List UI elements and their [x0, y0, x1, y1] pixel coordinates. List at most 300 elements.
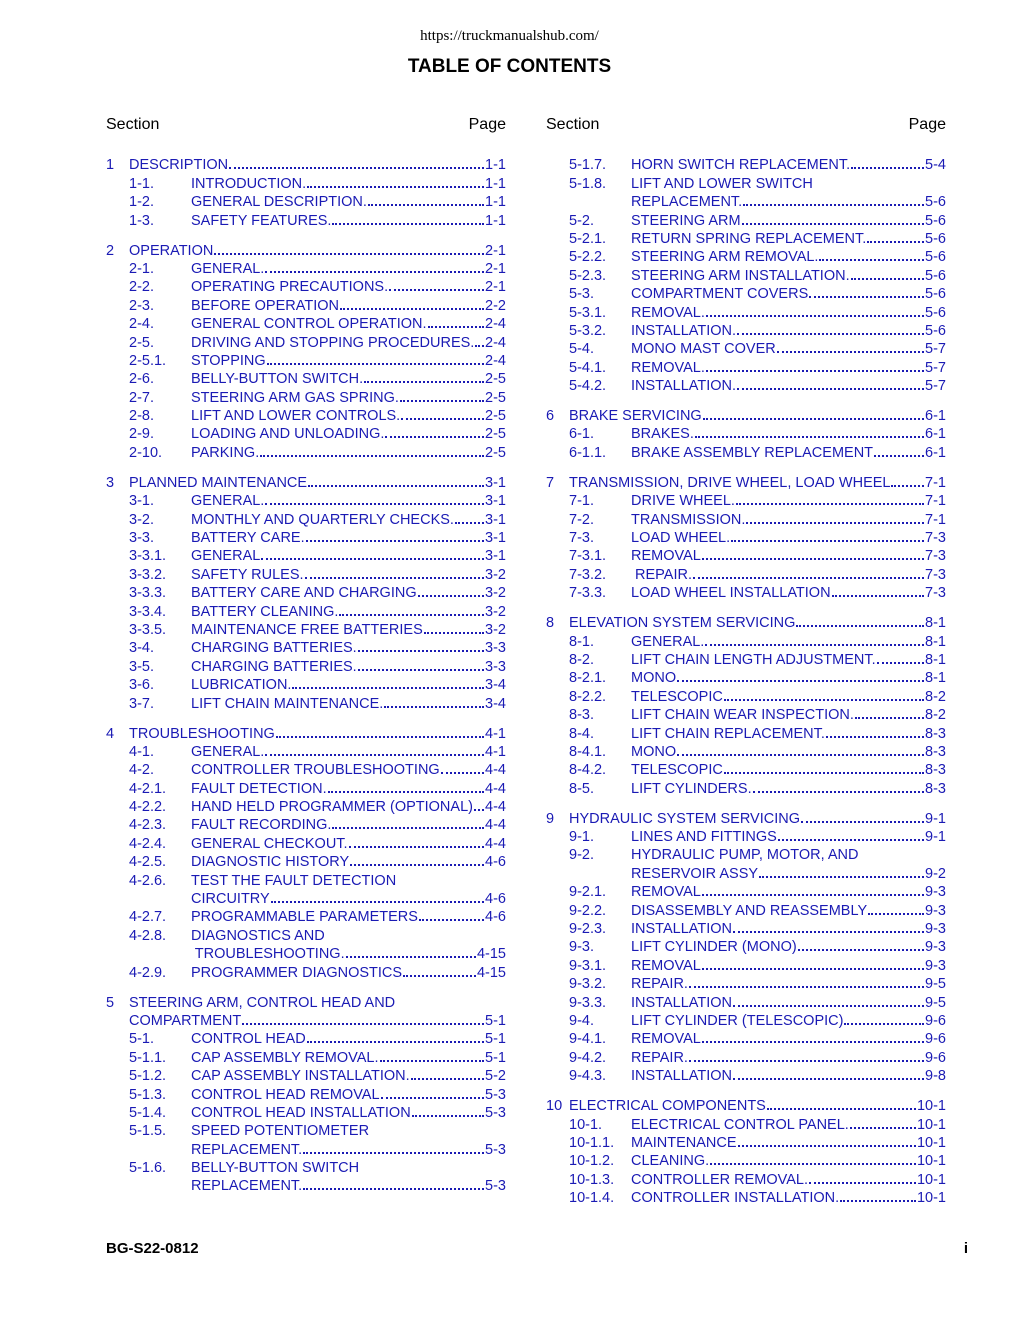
toc-entry-number: 4-2.1. [129, 780, 167, 797]
page-heading: Page [468, 116, 506, 133]
toc-entry-title: PROGRAMMABLE PARAMETERS [191, 909, 418, 926]
toc-column-left [106, 116, 506, 1194]
page-number: i [963, 1240, 968, 1257]
toc-entry-title: HYDRAULIC PUMP, MOTOR, AND [631, 847, 859, 864]
dot-leader [809, 296, 924, 298]
toc-entry[interactable] [546, 284, 946, 302]
toc-entry[interactable] [546, 1096, 946, 1114]
toc-entry[interactable] [106, 907, 506, 925]
toc-entry-title: OPERATION [129, 242, 214, 259]
toc-entry-title: LIFT CYLINDERS. [631, 780, 752, 797]
toc-entry[interactable] [546, 845, 946, 863]
toc-entry-page: 4-15 [476, 964, 506, 981]
toc-entry[interactable] [106, 528, 506, 546]
dot-leader [306, 540, 484, 542]
toc-entry-page: 10-1 [916, 1190, 946, 1207]
dot-leader [424, 632, 484, 634]
toc-entry[interactable] [546, 808, 946, 826]
toc-entry-number: 10-1. [569, 1116, 603, 1133]
dot-leader [851, 278, 924, 280]
dot-leader [742, 223, 924, 225]
toc-entry[interactable] [546, 686, 946, 704]
toc-entry-number: 5-1.7. [569, 157, 607, 174]
toc-entry[interactable] [546, 546, 946, 564]
dot-leader [261, 558, 484, 560]
dot-leader [809, 1182, 916, 1184]
toc-entry[interactable] [546, 955, 946, 973]
toc-entry-page: 5-6 [925, 230, 946, 247]
toc-entry-title: REPAIR. [631, 1049, 688, 1066]
toc-entry-page: 8-1 [925, 615, 946, 632]
toc-entry-title: FAULT DETECTION. [191, 780, 327, 797]
toc-entry[interactable] [106, 491, 506, 509]
toc-entry-number: 3-3.1. [129, 548, 167, 565]
toc-entry[interactable] [546, 247, 946, 265]
toc-entry[interactable] [546, 321, 946, 339]
toc-entry[interactable] [546, 265, 946, 283]
toc-entry[interactable] [546, 173, 946, 191]
toc-entry-page: 8-3 [925, 743, 946, 760]
toc-entry-number: 5-1.5. [129, 1123, 167, 1140]
toc-groups-left [106, 155, 506, 1194]
toc-entry[interactable] [106, 406, 506, 424]
toc-entry-page: 3-2 [485, 566, 506, 583]
dot-leader [358, 650, 484, 652]
toc-entry-number: 4-2.5. [129, 854, 167, 871]
dot-leader [265, 503, 484, 505]
toc-entry[interactable] [546, 1047, 946, 1065]
toc-entry-number: 3-5. [129, 658, 154, 675]
toc-entry[interactable] [546, 229, 946, 247]
toc-entry[interactable] [546, 155, 946, 173]
toc-entry-page: 5-7 [925, 341, 946, 358]
toc-entry-number: 8 [546, 615, 555, 632]
toc-entry[interactable] [106, 992, 506, 1010]
toc-entry[interactable] [546, 1011, 946, 1029]
toc-entry[interactable] [106, 1158, 506, 1176]
toc-entry-number: 4 [106, 725, 115, 742]
toc-entry-page: 6-1 [925, 408, 946, 425]
toc-entry-page: 3-1 [485, 548, 506, 565]
dot-leader [350, 864, 484, 866]
toc-entry-number: 10 [546, 1098, 563, 1115]
toc-entry-page: 2-4 [485, 316, 506, 333]
toc-column-right [546, 116, 946, 1206]
toc-entry-number: 2-5. [129, 334, 154, 351]
toc-entry[interactable] [546, 992, 946, 1010]
toc-entry-page: 1-1 [485, 212, 506, 229]
dot-leader [706, 370, 924, 372]
dot-leader [271, 901, 484, 903]
toc-entry-page: 1-1 [485, 194, 506, 211]
toc-entry-number: 5-1. [129, 1031, 154, 1048]
toc-entry-page: 3-1 [485, 530, 506, 546]
toc-entry[interactable] [106, 870, 506, 888]
toc-entry-number: 10-1.3. [569, 1171, 615, 1188]
dot-leader [332, 827, 484, 829]
toc-entry-number: 3-6. [129, 677, 154, 694]
toc-entry-title: BRAKE ASSEMBLY REPLACEMENT [631, 444, 874, 461]
toc-entry[interactable] [106, 1103, 506, 1121]
toc-entry-number: 2-9. [129, 426, 154, 443]
dot-leader [702, 894, 924, 896]
dot-leader [844, 1023, 924, 1025]
dot-leader [400, 400, 484, 402]
dot-leader [733, 931, 924, 933]
dot-leader [303, 1188, 484, 1190]
toc-entry-title: LIFT CYLINDER (MONO) [631, 939, 797, 956]
dot-leader [242, 1023, 484, 1025]
dot-leader [868, 913, 924, 915]
toc-entry-title: STEERING ARM REMOVAL. [631, 249, 819, 266]
toc-entry[interactable] [546, 376, 946, 394]
toc-entry[interactable] [106, 387, 506, 405]
toc-entry-page: 3-1 [485, 511, 506, 528]
toc-entry-title: RETURN SPRING REPLACEMENT. [631, 230, 867, 247]
section-heading: Section [546, 116, 600, 133]
toc-entry-page: 7-3 [925, 530, 946, 546]
dot-leader [403, 975, 476, 977]
toc-entry[interactable] [546, 863, 946, 881]
toc-entry-number: 1-1. [129, 175, 154, 192]
toc-entry-number: 10-1.4. [569, 1190, 615, 1207]
toc-entry-title: RESERVOIR ASSY [631, 865, 759, 882]
toc-entry-number: 7-3.1. [569, 548, 607, 565]
toc-entry-page: 8-3 [925, 780, 946, 797]
toc-entry[interactable] [546, 705, 946, 723]
toc-entry[interactable] [106, 155, 506, 173]
toc-entry[interactable] [106, 1047, 506, 1065]
dot-leader [441, 772, 484, 774]
toc-section-group [546, 155, 946, 394]
toc-entry[interactable] [546, 210, 946, 228]
toc-entry-number: 9-2. [569, 847, 594, 864]
toc-entry[interactable] [546, 424, 946, 442]
toc-entry[interactable] [546, 723, 946, 741]
toc-entry-number: 4-2.8. [129, 927, 167, 944]
toc-entry[interactable] [106, 601, 506, 619]
toc-entry-page: 4-4 [485, 780, 506, 797]
toc-entry-page: 3-2 [485, 585, 506, 602]
toc-entry[interactable] [106, 833, 506, 851]
toc-entry[interactable] [546, 778, 946, 796]
toc-entry[interactable] [546, 442, 946, 460]
toc-entry[interactable] [546, 668, 946, 686]
toc-entry-title: HYDRAULIC SYSTEM SERVICING [569, 810, 800, 827]
toc-entry[interactable] [106, 424, 506, 442]
toc-entry[interactable] [106, 925, 506, 943]
toc-entry-page: 9-5 [925, 976, 946, 993]
page-heading: Page [908, 116, 946, 133]
toc-entry[interactable] [106, 472, 506, 490]
toc-entry-title: PLANNED MAINTENANCE [129, 474, 308, 491]
toc-entry[interactable] [546, 564, 946, 582]
toc-entry[interactable] [106, 656, 506, 674]
dot-leader [695, 436, 924, 438]
toc-entry-page: 10-1 [916, 1134, 946, 1151]
toc-entry[interactable] [546, 406, 946, 424]
toc-section-group [546, 472, 946, 601]
toc-entry-title: CONTROLLER REMOVAL. [631, 1171, 808, 1188]
toc-entry[interactable] [546, 192, 946, 210]
source-url: https://truckmanualshub.com/ [420, 28, 599, 44]
dot-leader [419, 919, 484, 921]
toc-entry-number: 8-3. [569, 707, 594, 724]
toc-entry[interactable] [106, 1066, 506, 1084]
toc-entry[interactable] [546, 1114, 946, 1132]
toc-entry-title: STEERING ARM GAS SPRING. [191, 389, 399, 406]
toc-entry[interactable] [546, 760, 946, 778]
toc-entry-number: 4-2.6. [129, 872, 167, 889]
toc-entry-number: 4-2.9. [129, 964, 167, 981]
toc-entry-number: 4-2.3. [129, 817, 167, 834]
toc-entry-page: 9-3 [925, 902, 946, 919]
toc-entry[interactable] [546, 827, 946, 845]
toc-entry-number: 9-3. [569, 939, 594, 956]
toc-entry[interactable] [106, 314, 506, 332]
toc-entry[interactable] [546, 1151, 946, 1169]
toc-entry-page: 10-1 [916, 1098, 946, 1115]
toc-entry-page: 3-3 [485, 658, 506, 675]
toc-entry-page: 5-3 [485, 1086, 506, 1103]
toc-entry[interactable] [106, 173, 506, 191]
toc-entry[interactable] [546, 339, 946, 357]
toc-entry-page: 2-2 [485, 297, 506, 314]
toc-entry[interactable] [546, 919, 946, 937]
toc-entry-title: PARKING. [191, 444, 260, 461]
toc-entry[interactable] [546, 357, 946, 375]
toc-entry-title: LOAD WHEEL INSTALLATION [631, 585, 831, 602]
toc-entry-page: 5-6 [925, 286, 946, 303]
dot-leader [702, 558, 924, 560]
toc-entry-page: 5-7 [925, 359, 946, 376]
toc-entry[interactable] [106, 240, 506, 258]
toc-entry[interactable] [546, 1169, 946, 1187]
dot-leader [475, 345, 484, 347]
toc-entry[interactable] [546, 1188, 946, 1206]
toc-entry-title: DRIVE WHEEL. [631, 493, 735, 510]
toc-entry-title: GENERAL. [191, 493, 265, 510]
dot-leader [455, 522, 484, 524]
toc-entry[interactable] [546, 882, 946, 900]
toc-entry-number: 8-5. [569, 780, 594, 797]
toc-entry-number: 5-3.1. [569, 304, 607, 321]
toc-entry-number: 2-2. [129, 279, 154, 296]
dot-leader [777, 351, 924, 353]
dot-leader [380, 1060, 485, 1062]
toc-entry[interactable] [546, 583, 946, 601]
toc-entry[interactable] [106, 778, 506, 796]
toc-entry-title: BATTERY CARE AND CHARGING [191, 585, 417, 602]
toc-entry[interactable] [546, 742, 946, 760]
toc-entry-title: REMOVAL [631, 548, 701, 565]
toc-entry-number: 5-2.3. [569, 267, 607, 284]
toc-entry[interactable] [106, 442, 506, 460]
toc-entry-page: 3-4 [485, 677, 506, 694]
toc-section-group [106, 240, 506, 461]
toc-entry[interactable] [106, 351, 506, 369]
toc-entry-title: REMOVAL [631, 957, 701, 974]
toc-entry-page: 5-1 [485, 1049, 506, 1066]
toc-entry-page: 2-1 [485, 279, 506, 296]
toc-entry-page: 2-5 [485, 444, 506, 461]
toc-entry[interactable] [546, 1133, 946, 1151]
dot-leader [349, 846, 484, 848]
toc-entry[interactable] [106, 1139, 506, 1157]
toc-entry-title: STOPPING [191, 352, 266, 369]
toc-entry-title: TRANSMISSION. [631, 511, 746, 528]
toc-entry[interactable] [106, 546, 506, 564]
toc-entry-title: CHARGING BATTERIES. [191, 640, 357, 657]
toc-entry[interactable] [546, 974, 946, 992]
toc-entry[interactable] [546, 613, 946, 631]
toc-entry-number: 3-3.5. [129, 621, 167, 638]
dot-leader [292, 687, 484, 689]
toc-entry[interactable] [106, 583, 506, 601]
toc-entry-title: GENERAL [191, 548, 261, 565]
page-title: TABLE OF CONTENTS [407, 56, 612, 77]
toc-entry-page: 1-1 [485, 175, 506, 192]
toc-entry[interactable] [106, 295, 506, 313]
toc-entry[interactable] [106, 693, 506, 711]
toc-entry[interactable] [106, 852, 506, 870]
toc-entry-number: 7-3. [569, 530, 594, 546]
toc-entry[interactable] [106, 620, 506, 638]
dot-leader [474, 809, 484, 811]
toc-entry-number: 1-2. [129, 194, 154, 211]
toc-entry-title: LIFT CHAIN WEAR INSPECTION. [631, 707, 854, 724]
toc-entry-page: 4-15 [476, 946, 506, 963]
toc-entry[interactable] [546, 472, 946, 490]
toc-entry[interactable] [546, 631, 946, 649]
toc-entry-page: 4-6 [485, 891, 506, 908]
toc-entry-title: LIFT AND LOWER SWITCH [631, 175, 813, 192]
toc-entry[interactable] [106, 760, 506, 778]
toc-groups-right [546, 155, 946, 1206]
toc-entry-page: 9-3 [925, 939, 946, 956]
toc-entry[interactable] [106, 259, 506, 277]
toc-entry-number: 8-4.1. [569, 743, 607, 760]
toc-entry-page: 4-4 [485, 835, 506, 852]
toc-entry-page: 3-2 [485, 621, 506, 638]
toc-entry-title: TROUBLESHOOTING. [191, 946, 345, 963]
toc-entry-page: 8-3 [925, 762, 946, 779]
toc-entry-number: 3-3. [129, 530, 154, 546]
dot-leader [743, 204, 924, 206]
toc-entry-page: 6-1 [925, 426, 946, 443]
dot-leader [689, 1060, 924, 1062]
toc-entry[interactable] [106, 1121, 506, 1139]
dot-leader [381, 1097, 485, 1099]
dot-leader [346, 956, 476, 958]
toc-entry-page: 5-4 [925, 157, 946, 174]
toc-entry-number: 7-2. [569, 511, 594, 528]
toc-entry-page: 8-2 [925, 707, 946, 724]
toc-entry-number: 7-3.2. [569, 566, 607, 583]
toc-entry-title: DESCRIPTION [129, 157, 229, 174]
toc-entry-page: 7-3 [925, 585, 946, 602]
dot-leader [855, 717, 924, 719]
toc-entry[interactable] [106, 210, 506, 228]
toc-entry-page: 9-6 [925, 1031, 946, 1048]
toc-entry[interactable] [106, 675, 506, 693]
toc-entry[interactable] [106, 564, 506, 582]
toc-entry-number: 2-5.1. [129, 352, 167, 369]
toc-entry-title: TELESCOPIC [631, 762, 723, 779]
toc-entry-title: STEERING ARM, CONTROL HEAD AND [129, 994, 396, 1011]
toc-entry-title: MAINTENANCE [631, 1134, 737, 1151]
toc-entry-title: GENERAL DESCRIPTION. [191, 194, 367, 211]
toc-entry[interactable] [106, 889, 506, 907]
toc-entry-title: HORN SWITCH REPLACEMENT. [631, 157, 851, 174]
toc-entry[interactable] [106, 944, 506, 962]
toc-entry-number: 7-3.3. [569, 585, 607, 602]
toc-entry[interactable] [106, 1176, 506, 1194]
toc-entry-number: 9-4.2. [569, 1049, 607, 1066]
toc-entry[interactable] [106, 1011, 506, 1029]
toc-entry[interactable] [546, 1029, 946, 1047]
toc-entry[interactable] [106, 369, 506, 387]
toc-entry-title: LINES AND FITTINGS [631, 829, 777, 846]
toc-entry-page: 8-2 [925, 688, 946, 705]
toc-entry[interactable] [546, 1066, 946, 1084]
toc-entry[interactable] [106, 277, 506, 295]
toc-entry[interactable] [106, 192, 506, 210]
toc-entry[interactable] [546, 491, 946, 509]
toc-entry[interactable] [106, 1029, 506, 1047]
toc-entry[interactable] [106, 815, 506, 833]
toc-entry-page: 9-8 [925, 1068, 946, 1085]
toc-entry[interactable] [106, 1084, 506, 1102]
dot-leader [705, 644, 924, 646]
toc-entry-number: 2-3. [129, 297, 154, 314]
toc-entry[interactable] [106, 962, 506, 980]
toc-entry-number: 5-2.2. [569, 249, 607, 266]
toc-entry-title: REPAIR. [631, 566, 692, 583]
toc-entry[interactable] [546, 528, 946, 546]
toc-entry[interactable] [546, 650, 946, 668]
toc-entry[interactable] [106, 332, 506, 350]
dot-leader [214, 253, 484, 255]
dot-leader [796, 625, 924, 627]
toc-entry[interactable] [546, 302, 946, 320]
toc-entry-number: 5-1.2. [129, 1068, 167, 1085]
toc-entry-number: 5-2.1. [569, 230, 607, 247]
toc-entry-title: LIFT CHAIN LENGTH ADJUSTMENT. [631, 651, 876, 668]
dot-leader [778, 839, 924, 841]
toc-entry-title: SAFETY RULES. [191, 566, 304, 583]
toc-entry[interactable] [106, 509, 506, 527]
dot-leader [229, 167, 484, 169]
dot-leader [428, 326, 485, 328]
toc-entry[interactable] [546, 937, 946, 955]
dot-leader [265, 271, 484, 273]
toc-entry[interactable] [546, 900, 946, 918]
toc-entry-title: INSTALLATION. [631, 378, 737, 395]
toc-entry-title: ELECTRICAL CONTROL PANEL. [631, 1116, 849, 1133]
toc-entry-number: 8-2.2. [569, 688, 607, 705]
toc-entry-number: 9-2.1. [569, 884, 607, 901]
toc-entry[interactable] [106, 797, 506, 815]
toc-entry[interactable] [546, 509, 946, 527]
toc-entry[interactable] [106, 723, 506, 741]
toc-entry-page: 2-5 [485, 426, 506, 443]
toc-entry-number: 5 [106, 994, 115, 1011]
toc-entry-page: 5-6 [925, 304, 946, 321]
toc-entry-number: 7 [546, 474, 555, 491]
toc-entry[interactable] [106, 638, 506, 656]
toc-entry[interactable] [106, 742, 506, 760]
